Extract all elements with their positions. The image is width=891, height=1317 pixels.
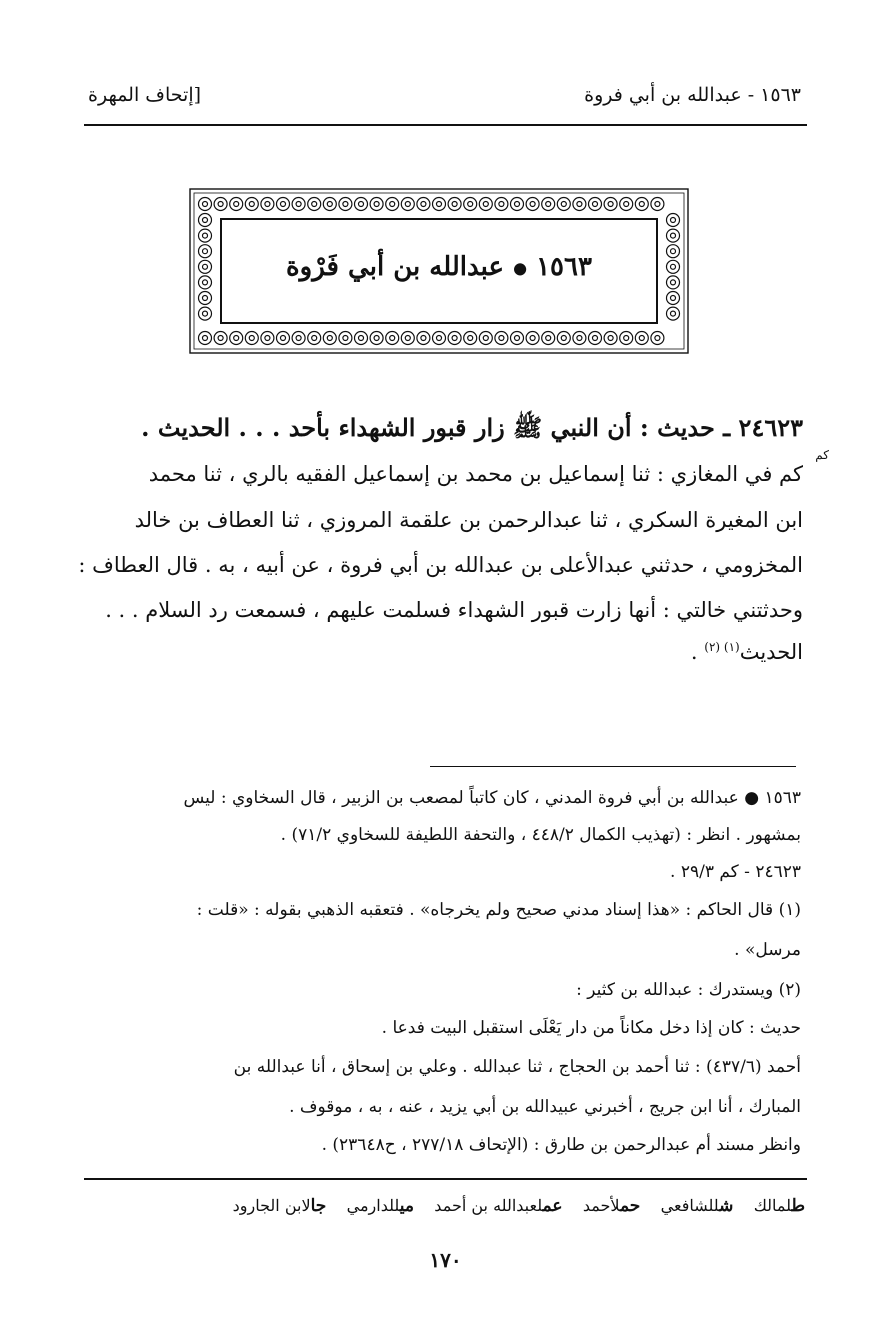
- ornament-rosette: [261, 198, 274, 211]
- ornament-rosette-core: [374, 336, 379, 341]
- ornament-rosette: [573, 332, 586, 345]
- hadith-line: المخزومي ، حدثني عبدالأعلى بن عبدالله بن أبي فروة ، عن أبيه ، به . قال العطاف :: [78, 553, 803, 577]
- siglum-item: جالابن الجارود: [232, 1196, 327, 1216]
- running-header-book: [إتحاف المهرة: [88, 84, 202, 106]
- hadith-line-last: [691, 640, 803, 664]
- ornament-rosette: [667, 245, 680, 258]
- ornament-rosette-core: [483, 202, 488, 207]
- ornament-rosette-core: [561, 202, 566, 207]
- ornament-rosette-core: [671, 264, 676, 269]
- ornament-rosette-core: [265, 336, 270, 341]
- ornament-rosette: [464, 198, 477, 211]
- ornament-rosette-core: [203, 218, 208, 223]
- ornament-rosette: [245, 332, 258, 345]
- ornament-rosette: [667, 292, 680, 305]
- ornament-rosette-core: [203, 264, 208, 269]
- ornament-rosette: [401, 198, 414, 211]
- ornament-rosette-core: [499, 202, 504, 207]
- ornament-rosette: [230, 198, 243, 211]
- ornament-rosette-core: [437, 336, 442, 341]
- hadith-heading: ٢٤٦٢٣ ـ حديث : أن النبي ﷺ زار قبور الشهداء بأحد . . . الحديث .: [141, 413, 803, 442]
- ornament-rosette-core: [203, 233, 208, 238]
- ornament-rosette: [214, 198, 227, 211]
- ornament-rosette-core: [421, 336, 426, 341]
- ornament-rosette: [448, 332, 461, 345]
- ornament-rosette: [479, 332, 492, 345]
- ornament-rosette-core: [312, 336, 317, 341]
- ornament-rosette-core: [249, 336, 254, 341]
- footnote-line: (٢) ويستدرك : عبدالله بن كثير :: [576, 980, 801, 1000]
- ornament-rosette-core: [577, 336, 582, 341]
- ornament-rosette: [199, 245, 212, 258]
- ornament-rosette-core: [561, 336, 566, 341]
- ornament-rosette: [635, 332, 648, 345]
- ornament-rosette-core: [281, 336, 286, 341]
- ornament-rosette: [557, 332, 570, 345]
- ornament-rosette: [401, 332, 414, 345]
- footnote-separator: [430, 766, 796, 767]
- ornament-rosette-core: [671, 311, 676, 316]
- ornament-rosette: [542, 332, 555, 345]
- ornament-rosette: [199, 276, 212, 289]
- hadith-line-text: كم في المغازي : ثنا إسماعيل بن محمد بن إسماعيل الفقيه بالري ، ثنا محمد: [148, 462, 803, 486]
- ornament-rosette-core: [671, 249, 676, 254]
- ornament-rosette-core: [671, 296, 676, 301]
- siglum-item: ميللدارمي: [346, 1196, 414, 1216]
- ornament-rosette-core: [655, 202, 660, 207]
- section-name: عبدالله بن أبي فَرْوة: [286, 252, 504, 282]
- ornament-rosette: [292, 332, 305, 345]
- section-title-frame: [220, 218, 658, 324]
- ornament-rosette: [464, 332, 477, 345]
- ornament-rosette: [214, 332, 227, 345]
- ornament-rosette-core: [608, 336, 613, 341]
- ornament-rosette: [651, 198, 664, 211]
- ornament-rosette-core: [359, 336, 364, 341]
- ornament-rosette: [245, 198, 258, 211]
- ornament-rosette: [557, 198, 570, 211]
- ornament-rosette-core: [624, 336, 629, 341]
- ornament-rosette-core: [265, 202, 270, 207]
- ornament-rosette-core: [218, 202, 223, 207]
- running-header-title: ١٥٦٣ - عبدالله بن أبي فروة: [584, 84, 801, 106]
- section-heading: [222, 252, 656, 282]
- ornament-rosette: [199, 260, 212, 273]
- ornament-rosette: [292, 198, 305, 211]
- ornament-rosette-core: [327, 336, 332, 341]
- ornament-rosette: [386, 332, 399, 345]
- ornament-rosette-core: [671, 233, 676, 238]
- ornament-rosette-core: [281, 202, 286, 207]
- ornament-rosette: [667, 214, 680, 227]
- hadith-line: [148, 448, 829, 486]
- footnote-line: ١٥٦٣ ● عبدالله بن أبي فروة المدني ، كان كاتباً لمصعب بن الزبير ، قال السخاوي : ليس: [183, 788, 801, 808]
- hadith-line: ابن المغيرة السكري ، ثنا عبدالرحمن بن علقمة المروزي ، ثنا العطاف بن خالد: [134, 508, 803, 532]
- ornament-rosette: [573, 198, 586, 211]
- ornament-rosette: [495, 198, 508, 211]
- ornament-rosette: [651, 332, 664, 345]
- ornament-rosette: [667, 307, 680, 320]
- ornament-rosette: [604, 332, 617, 345]
- ornament-rosette: [620, 332, 633, 345]
- ornament-rosette: [604, 198, 617, 211]
- header-divider: [84, 124, 807, 126]
- ornament-rosette-core: [343, 202, 348, 207]
- ornament-rosette-core: [327, 202, 332, 207]
- ornament-rosette-core: [577, 202, 582, 207]
- ornament-rosette: [323, 332, 336, 345]
- ornament-rosette-core: [421, 202, 426, 207]
- ornament-rosette: [417, 198, 430, 211]
- siglum-item: عملعبدالله بن أحمد: [434, 1196, 563, 1216]
- ornament-rosette-core: [234, 202, 239, 207]
- ornament-rosette-core: [203, 336, 208, 341]
- ornament-rosette-core: [452, 202, 457, 207]
- ornament-rosette: [277, 198, 290, 211]
- ornament-rosette: [308, 332, 321, 345]
- ornament-rosette: [199, 292, 212, 305]
- ornament-rosette: [667, 229, 680, 242]
- ornament-rosette-core: [530, 336, 535, 341]
- ornament-rosette-core: [608, 202, 613, 207]
- ornament-rosette: [589, 198, 602, 211]
- ornament-rosette: [448, 198, 461, 211]
- ornament-rosette-core: [468, 336, 473, 341]
- ornament-rosette-core: [234, 336, 239, 341]
- ornament-rosette-core: [499, 336, 504, 341]
- ornament-rosette-core: [390, 202, 395, 207]
- footnote-refs: (١) (٢): [704, 640, 740, 654]
- ornament-rosette-core: [530, 202, 535, 207]
- ornament-rosette: [339, 332, 352, 345]
- ornament-rosette-core: [515, 336, 520, 341]
- ornament-rosette: [230, 332, 243, 345]
- ornament-rosette: [526, 198, 539, 211]
- footnote-line: مرسل» .: [734, 940, 801, 960]
- ornament-rosette-core: [593, 336, 598, 341]
- margin-siglum: كم: [815, 448, 829, 462]
- ornament-rosette: [526, 332, 539, 345]
- ornament-rosette-core: [671, 218, 676, 223]
- footnote-line: أحمد (٤٣٧/٦) : ثنا أحمد بن الحجاج ، ثنا عبدالله . وعلي بن إسحاق ، أنا عبدالله بن: [233, 1057, 801, 1077]
- ornament-rosette-core: [203, 296, 208, 301]
- hadith-line: وحدثتني خالتي : أنها زارت قبور الشهداء فسلمت عليهم ، فسمعت رد السلام . . .: [105, 598, 803, 622]
- ornament-rosette-core: [593, 202, 598, 207]
- footnote-line: حديث : كان إذا دخل مكاناً من دار يَعْلَى استقبل البيت فدعا .: [381, 1018, 801, 1038]
- ornament-rosette: [370, 198, 383, 211]
- footnote-line: وانظر مسند أم عبدالرحمن بن طارق : (الإتحاف ٢٧٧/١٨ ، ح٢٣٦٤٨) .: [321, 1135, 801, 1155]
- ornament-rosette-core: [639, 202, 644, 207]
- ornament-rosette-core: [671, 280, 676, 285]
- footnote-line: المبارك ، أنا ابن جريج ، أخبرني عبيدالله بن أبي يزيد ، عنه ، به ، موقوف .: [289, 1097, 801, 1117]
- ornament-rosette: [542, 198, 555, 211]
- ornament-rosette: [511, 198, 524, 211]
- ornament-rosette-core: [203, 311, 208, 316]
- ornament-rosette: [370, 332, 383, 345]
- ornament-rosette: [199, 198, 212, 211]
- ornament-rosette: [199, 229, 212, 242]
- ornament-rosette-core: [515, 202, 520, 207]
- ornament-rosette-core: [405, 202, 410, 207]
- ornament-rosette: [620, 198, 633, 211]
- ornament-rosette-core: [218, 336, 223, 341]
- ornament-rosette-core: [296, 202, 301, 207]
- bullet-icon: ●: [513, 258, 528, 278]
- ornament-rosette-core: [546, 202, 551, 207]
- ornament-rosette: [511, 332, 524, 345]
- hadith-word: الحديث: [739, 640, 803, 664]
- ornament-rosette: [433, 332, 446, 345]
- section-number: ١٥٦٣: [536, 252, 592, 282]
- ornament-rosette-core: [639, 336, 644, 341]
- ornament-rosette: [386, 198, 399, 211]
- sigla-divider: [84, 1178, 807, 1180]
- ornament-rosette: [417, 332, 430, 345]
- ornament-rosette-core: [296, 336, 301, 341]
- ornament-rosette-core: [437, 202, 442, 207]
- sigla-legend: [233, 1196, 805, 1216]
- ornament-rosette: [339, 198, 352, 211]
- siglum-item: شللشافعي: [660, 1196, 734, 1216]
- ornament-rosette-core: [203, 202, 208, 207]
- ornament-rosette: [355, 198, 368, 211]
- ornament-rosette: [323, 198, 336, 211]
- ornament-rosette-core: [452, 336, 457, 341]
- ornament-rosette: [308, 198, 321, 211]
- ornament-rosette-core: [203, 249, 208, 254]
- ornament-rosette: [667, 276, 680, 289]
- ornament-rosette: [589, 332, 602, 345]
- ornament-rosette-core: [359, 202, 364, 207]
- hadith-end: .: [690, 640, 705, 664]
- ornament-rosette-core: [203, 280, 208, 285]
- ornament-rosette: [433, 198, 446, 211]
- ornament-rosette-core: [624, 202, 629, 207]
- ornament-rosette: [199, 214, 212, 227]
- ornament-rosette: [635, 198, 648, 211]
- page-number: ١٧٠: [429, 1248, 462, 1272]
- ornament-rosette-core: [374, 202, 379, 207]
- ornament-rosette-core: [655, 336, 660, 341]
- ornament-rosette: [277, 332, 290, 345]
- ornament-rosette-core: [312, 202, 317, 207]
- ornament-rosette: [261, 332, 274, 345]
- siglum-item: حملأحمد: [582, 1196, 641, 1216]
- ornament-rosette: [355, 332, 368, 345]
- ornament-rosette: [667, 260, 680, 273]
- ornament-rosette: [495, 332, 508, 345]
- ornament-rosette-core: [405, 336, 410, 341]
- footnote-line: ٢٤٦٢٣ - كم ٢٩/٣ .: [670, 862, 801, 882]
- ornament-rosette: [199, 332, 212, 345]
- siglum-item: طلمالك: [753, 1196, 805, 1216]
- footnote-line: بمشهور . انظر : (تهذيب الكمال ٤٤٨/٢ ، والتحفة اللطيفة للسخاوي ٧١/٢) .: [280, 825, 801, 845]
- ornament-rosette-core: [390, 336, 395, 341]
- ornament-rosette: [199, 307, 212, 320]
- ornament-rosette-core: [546, 336, 551, 341]
- ornament-rosette-core: [343, 336, 348, 341]
- footnote-line: (١) قال الحاكم : «هذا إسناد مدني صحيح ولم يخرجاه» . فتعقبه الذهبي بقوله : «قلت :: [196, 900, 801, 920]
- ornament-rosette-core: [483, 336, 488, 341]
- ornament-rosette: [479, 198, 492, 211]
- ornament-rosette-core: [468, 202, 473, 207]
- ornament-rosette-core: [249, 202, 254, 207]
